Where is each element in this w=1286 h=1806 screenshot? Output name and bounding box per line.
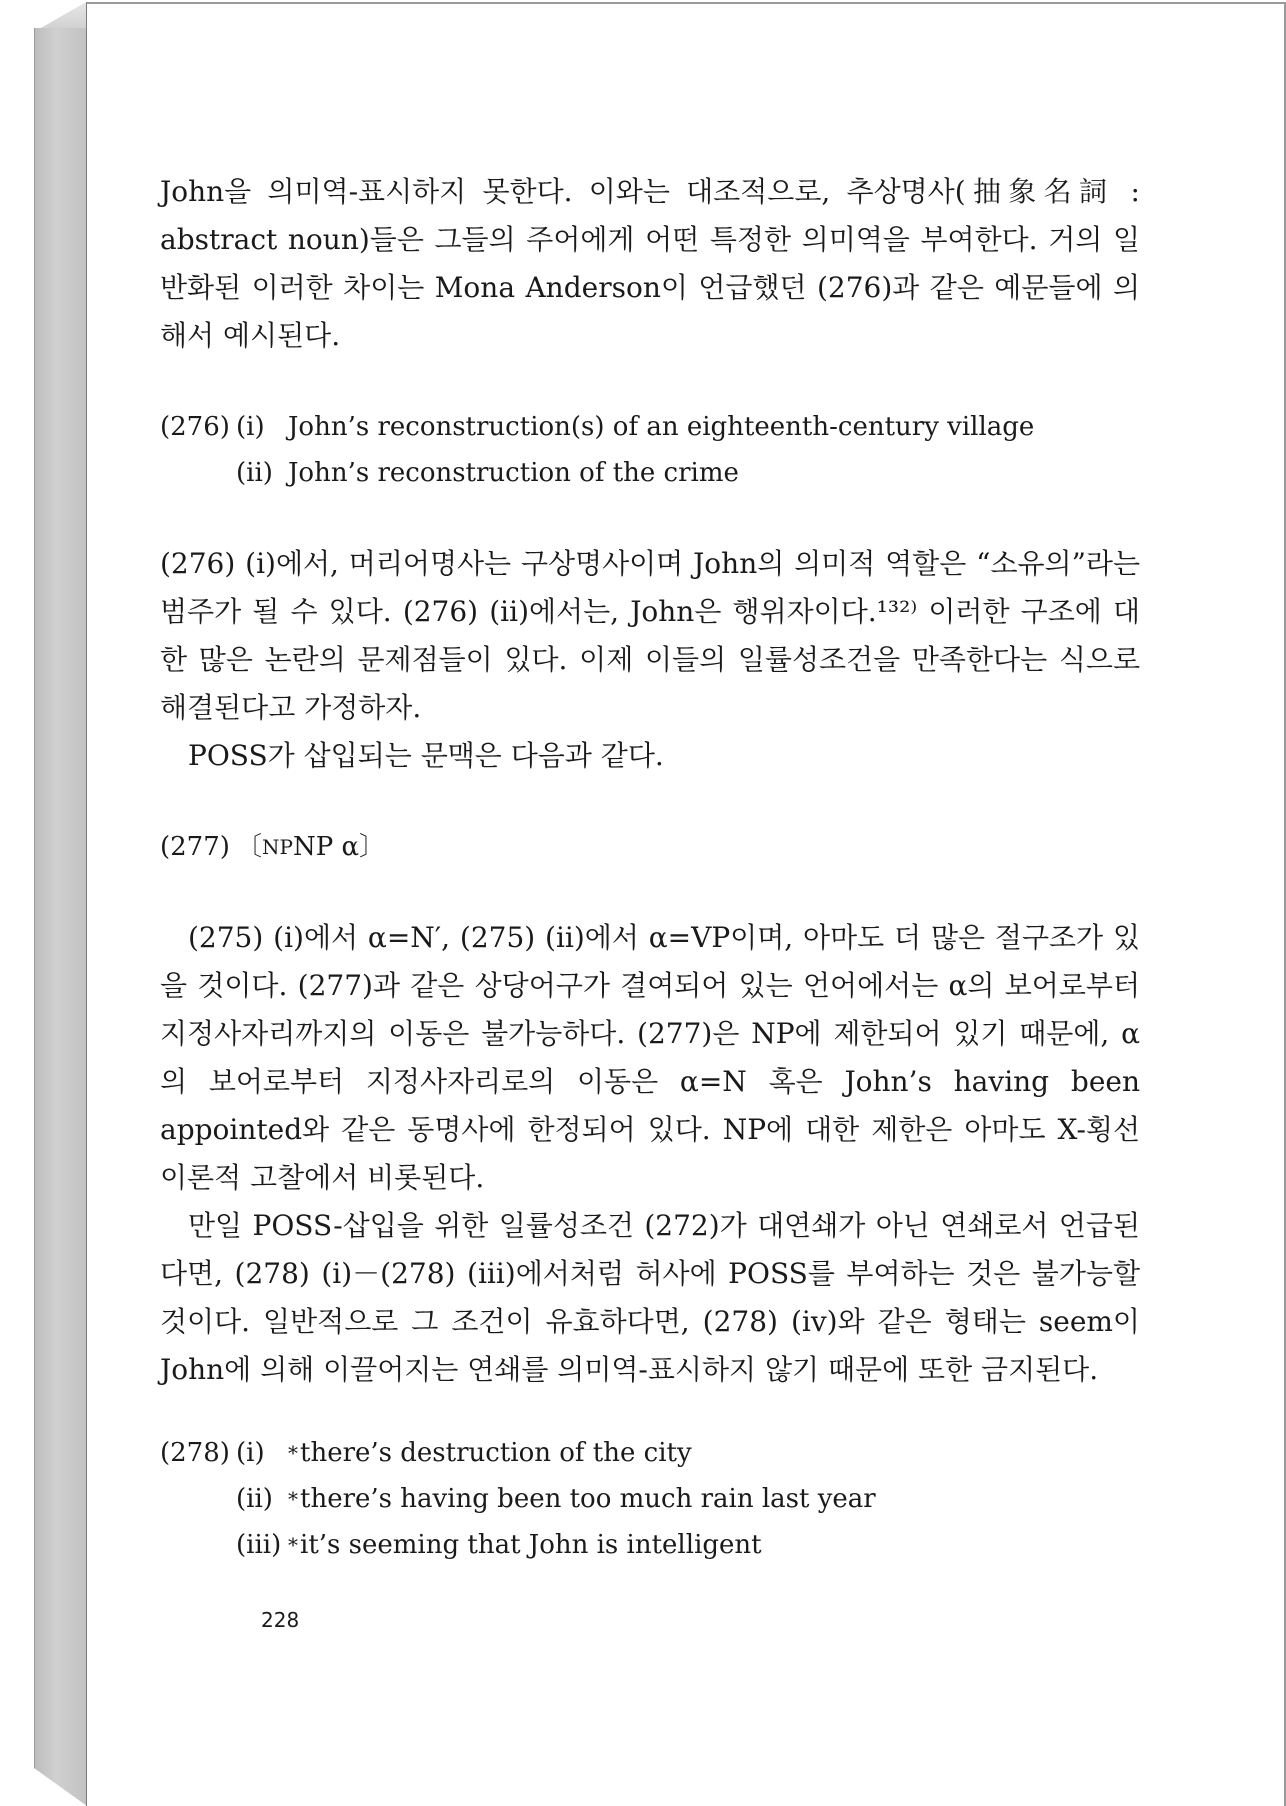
example-278-item-2 (236, 1476, 1140, 1522)
example-number: (277) (160, 832, 230, 862)
ungrammatical-star: * (288, 1441, 298, 1465)
ungrammatical-star: * (288, 1487, 298, 1511)
np-subscript: NP (262, 835, 293, 859)
item-text: there’s having been too much rain last year (300, 1484, 876, 1514)
item-label: (i) (236, 1438, 265, 1468)
item-label: (i) (236, 412, 265, 442)
example-277-body: NP α〕 (292, 832, 386, 862)
example-277 (160, 824, 1140, 870)
example-278 (160, 1430, 1140, 1568)
bracket-open: 〔 (236, 832, 263, 862)
paragraph-4: (275) (i)에서 α=N′, (275) (ii)에서 α=VP이며, 아마도 더 많은 절구조가 있을 것이다. (277)과 같은 상당어구가 결여되어 있는 언어에서는 α의 보어로부터 지정사자리까지의 이동은 불가능하다. (277)은 NP에 제한되어 있기 때문에, α의 보어로부터 지정사자리로의 이동은 α=N 혹은 John’s having been appointed와 같은 동명사에 한정되어 있다. NP에 대한 제한은 아마도 X-횡선 이론적 고찰에서 비롯된다. (160, 921, 1140, 1194)
book-spine (34, 28, 87, 1806)
example-277-row (160, 824, 1140, 870)
item-text: it’s seeming that John is intelligent (300, 1530, 762, 1560)
example-278-item-1 (160, 1430, 1140, 1476)
book-spine-top (34, 2, 86, 32)
paragraph-2: (276) (i)에서, 머리어명사는 구상명사이며 John의 의미적 역할은 “소유의”라는 범주가 될 수 있다. (276) (ii)에서는, John은 행위자이다.¹³²⁾ 이러한 구조에 대한 많은 논란의 문제점들이 있다. 이제 이들의 일률성조건을 만족한다는 식으로 해결된다고 가정하자. (160, 547, 1140, 724)
item-text: John’s reconstruction(s) of an eighteenth-century village (288, 412, 1035, 442)
page-content (160, 168, 1140, 1568)
item-label: (ii) (236, 458, 273, 488)
example-276-item-2 (236, 450, 1140, 496)
item-label: (ii) (236, 1484, 273, 1514)
example-276-item-1 (160, 404, 1140, 450)
example-276 (160, 404, 1140, 496)
paragraph-5: 만일 POSS-삽입을 위한 일률성조건 (272)가 대연쇄가 아닌 연쇄로서 언급된다면, (278) (i)－(278) (iii)에서처럼 허사에 POSS를 부여하는 것은 불가능할 것이다. 일반적으로 그 조건이 유효하다면, (278) (iv)와 같은 형태는 seem이 John에 의해 이끌어지는 연쇄를 의미역-표시하지 않기 때문에 또한 금지된다. (160, 1209, 1140, 1386)
example-278-item-3 (236, 1522, 1140, 1568)
example-number: (278) (160, 1438, 230, 1468)
paragraph-1: John을 의미역-표시하지 못한다. 이와는 대조적으로, 추상명사(抽象名詞 : abstract noun)들은 그들의 주어에게 어떤 특정한 의미역을 부여한다. 거의 일반화된 이러한 차이는 Mona Anderson이 언급했던 (276)과 같은 예문들에 의해서 예시된다. (160, 175, 1140, 352)
item-text: John’s reconstruction of the crime (288, 458, 739, 488)
page-number: 228 (261, 1608, 300, 1632)
item-label: (iii) (236, 1530, 282, 1560)
item-text: there’s destruction of the city (300, 1438, 692, 1468)
paragraph-3: POSS가 삽입되는 문맥은 다음과 같다. (188, 739, 664, 772)
example-number: (276) (160, 412, 230, 442)
ungrammatical-star: * (288, 1533, 298, 1557)
